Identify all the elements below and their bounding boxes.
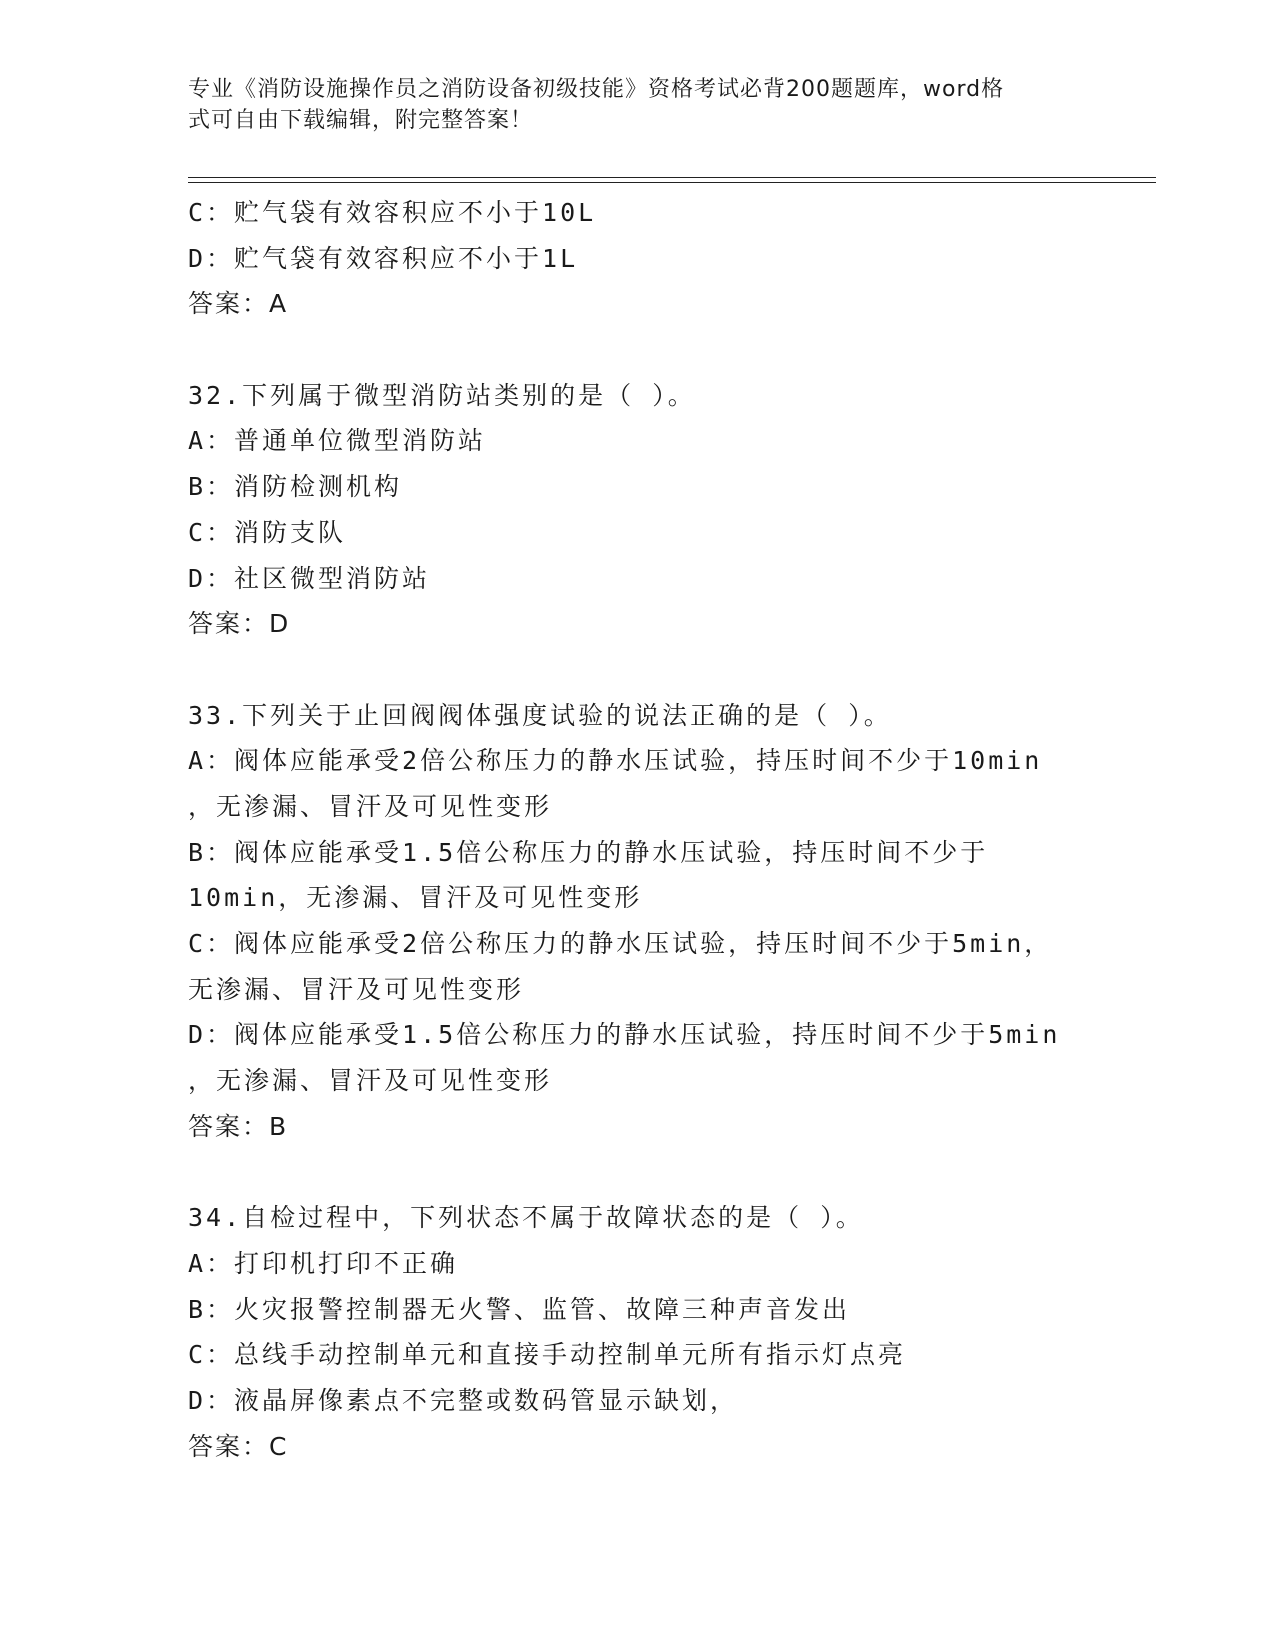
question-text: 34.自检过程中，下列状态不属于故障状态的是（ ）。 [188,1203,864,1233]
option-c: C：贮气袋有效容积应不小于10L [188,198,597,227]
answer-text: 答案：A [188,289,289,319]
spacer [188,327,1108,373]
option-a-line-1: A：阀体应能承受2倍公称压力的静水压试验，持压时间不少于10min [188,746,1043,776]
answer-text: 答案：B [188,1111,289,1141]
option-d-line-2: ，无渗漏、冒汗及可见性变形 [188,1066,553,1096]
question-31 [188,190,1108,327]
option-a: A：打印机打印不正确 [188,1248,459,1278]
answer-text: 答案：C [188,1431,289,1461]
option-c-line-2: 无渗漏、冒汗及可见性变形 [188,974,525,1004]
spacer [188,1149,1108,1195]
option-c: C：总线手动控制单元和直接手动控制单元所有指示灯点亮 [188,1340,907,1370]
question-text: 32.下列属于微型消防站类别的是（ ）。 [188,380,696,410]
document-header [188,74,1068,136]
option-a: A：普通单位微型消防站 [188,426,487,456]
spacer [188,647,1108,693]
header-line-1: 专业《消防设施操作员之消防设备初级技能》资格考试必背200题题库，word格 [188,77,1005,102]
option-d: D：贮气袋有效容积应不小于1L [188,243,579,273]
option-a-line-2: ，无渗漏、冒汗及可见性变形 [188,791,553,821]
option-b: B：火灾报警控制器无火警、监管、故障三种声音发出 [188,1294,851,1324]
option-c-line-1: C：阀体应能承受2倍公称压力的静水压试验，持压时间不少于5min， [188,929,1053,958]
question-34 [188,1195,1108,1469]
question-33 [188,693,1108,1150]
question-text: 33.下列关于止回阀阀体强度试验的说法正确的是（ ）。 [188,700,892,730]
question-list [188,190,1108,1469]
option-d: D：社区微型消防站 [188,563,431,593]
option-b-line-2: 10min，无渗漏、冒汗及可见性变形 [188,883,643,913]
question-32 [188,373,1108,647]
option-c: C：消防支队 [188,517,347,547]
option-b: B：消防检测机构 [188,472,403,502]
header-line-2: 式可自由下载编辑，附完整答案！ [188,108,534,133]
option-d: D：液晶屏像素点不完整或数码管显示缺划， [188,1385,739,1415]
header-divider-bottom [188,182,1156,183]
answer-text: 答案：D [188,609,291,639]
header-divider-top [188,177,1156,178]
option-d-line-1: D：阀体应能承受1.5倍公称压力的静水压试验，持压时间不少于5min [188,1020,1061,1050]
option-b-line-1: B：阀体应能承受1.5倍公称压力的静水压试验，持压时间不少于 [188,837,989,867]
